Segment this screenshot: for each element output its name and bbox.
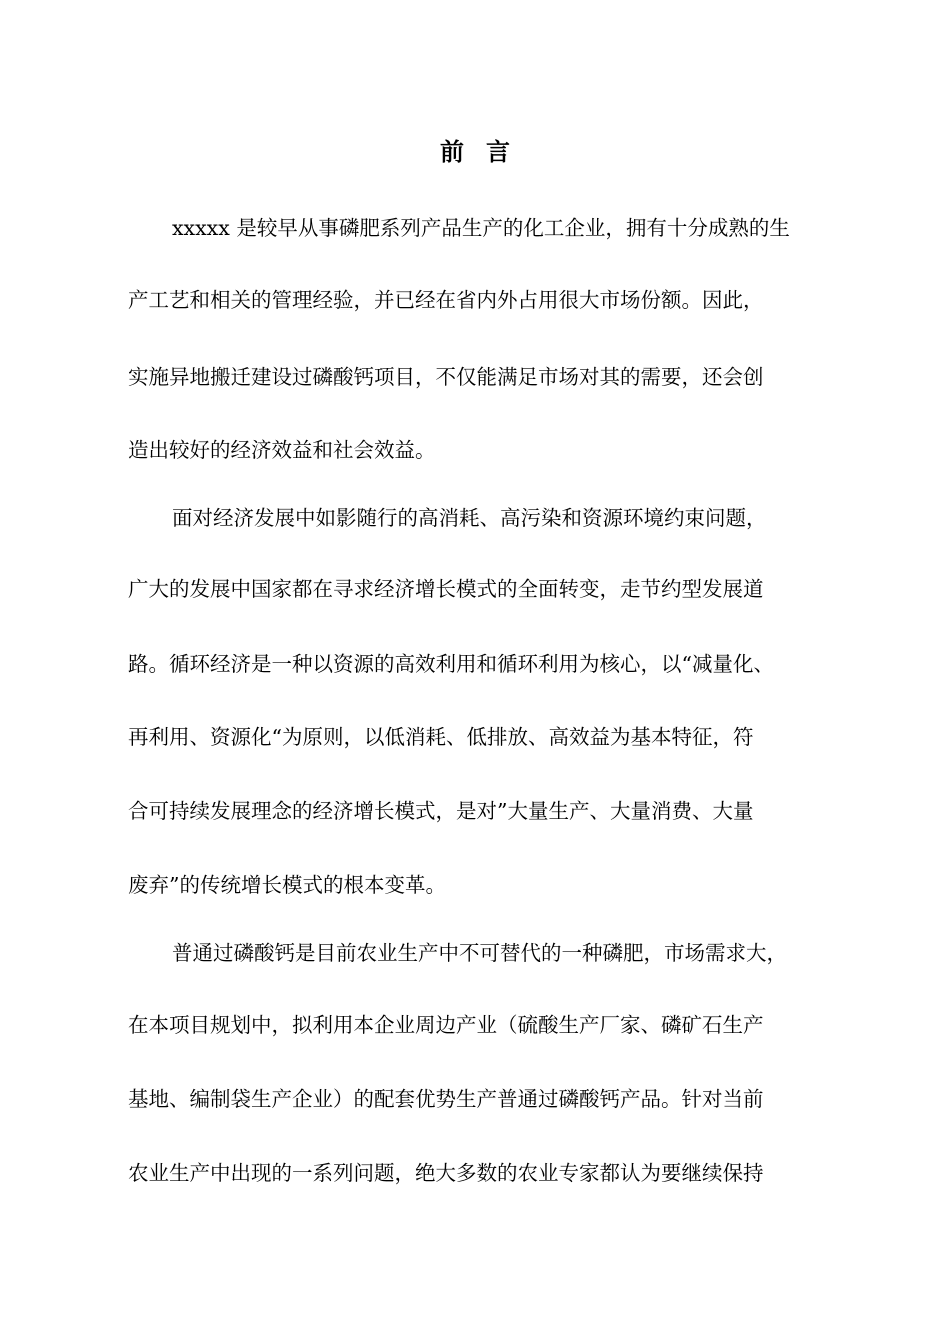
paragraph-2-line-1: 面对经济发展中如影随行的高消耗、高污染和资源环境约束问题，: [172, 506, 767, 530]
paragraph-1-line-2: 产工艺和相关的管理经验，并已经在省内外占用很大市场份额。因此，: [128, 288, 764, 312]
paragraph-3-line-4: 农业生产中出现的一系列问题，绝大多数的农业专家都认为要继续保持: [128, 1161, 764, 1185]
paragraph-3-line-2: 在本项目规划中，拟利用本企业周边产业（硫酸生产厂家、磷矿石生产: [128, 1013, 764, 1037]
paragraph-2-line-2: 广大的发展中国家都在寻求经济增长模式的全面转变，走节约型发展道: [128, 577, 764, 601]
paragraph-2-line-3: 路。循环经济是一种以资源的高效利用和循环利用为核心，以“减量化、: [128, 652, 774, 676]
title-char-1: 前: [440, 137, 464, 166]
paragraph-1-line-1: xxxxx 是较早从事磷肥系列产品生产的化工企业，拥有十分成熟的生: [172, 216, 790, 240]
paragraph-1-line-4: 造出较好的经济效益和社会效益。: [128, 438, 436, 462]
page-title: [0, 136, 950, 168]
title-char-2: 言: [486, 137, 510, 166]
paragraph-2-line-4: 再利用、资源化“为原则，以低消耗、低排放、高效益为基本特征，符: [128, 725, 754, 749]
paragraph-2-line-5: 合可持续发展理念的经济增长模式，是对”大量生产、大量消费、大量: [128, 799, 754, 823]
paragraph-3-line-1: 普通过磷酸钙是目前农业生产中不可替代的一种磷肥，市场需求大，: [172, 941, 787, 965]
paragraph-1-line-3: 实施异地搬迁建设过磷酸钙项目，不仅能满足市场对其的需要，还会创: [128, 365, 764, 389]
paragraph-3-line-3: 基地、编制袋生产企业）的配套优势生产普通过磷酸钙产品。针对当前: [128, 1087, 764, 1111]
paragraph-2-line-6: 废弃”的传统增长模式的根本变革。: [128, 873, 446, 897]
